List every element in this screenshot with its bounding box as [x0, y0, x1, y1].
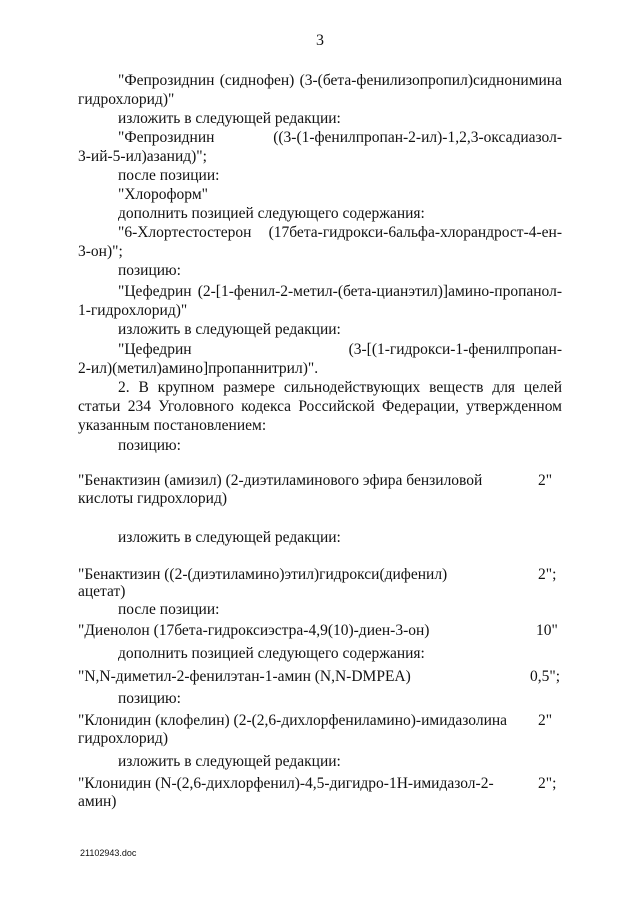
text-line: "Хлороформ" — [118, 186, 208, 203]
table-row-name: "Клонидин (N-(2,6-дихлорфенил)-4,5-дигидро-1H-имидазол-2- — [78, 775, 494, 792]
text-line: дополнить позицией следующего содержания: — [118, 205, 425, 222]
table-row-qty: 2" — [538, 472, 553, 489]
table-row-qty: 2"; — [538, 775, 557, 792]
table-row-qty: 0,5"; — [530, 668, 561, 685]
text-segment: ((3-(1-фенилпропан-2-ил)-1,2,3-оксадиазол- — [273, 129, 562, 146]
text-segment: "Фепрозиднин — [118, 72, 215, 89]
text-line — [118, 341, 562, 359]
table-row-name-cont: амин) — [78, 793, 117, 810]
text-line: изложить в следующей редакции: — [118, 110, 341, 127]
text-line: изложить в следующей редакции: — [118, 321, 341, 338]
text-segment: (2-[1-фенил-2-метил-(бета-цианэтил)]амино-пропанол- — [197, 283, 562, 300]
table-row-qty: 2" — [538, 712, 553, 729]
table-row-name: "Бенактизин (амизил) (2-диэтиламинового эфира бензиловой — [78, 472, 483, 489]
table-row-qty: 2"; — [538, 566, 557, 583]
text-line: указанным постановлением: — [78, 417, 267, 434]
text-line — [118, 224, 562, 242]
text-segment: (сиднофен) — [219, 72, 295, 89]
text-line: позицию: — [118, 262, 181, 279]
table-row-name-cont: ацетат) — [78, 583, 126, 600]
text-line: 3-он)"; — [78, 243, 123, 260]
table-row-name: "Диенолон (17бета-гидроксиэстра-4,9(10)-диен-3-он) — [78, 622, 430, 639]
text-line — [118, 72, 562, 90]
text-line: гидрохлорид)" — [78, 91, 175, 108]
table-row-name: "Клонидин (клофелин) (2-(2,6-дихлорфениламино)-имидазолина — [78, 712, 508, 729]
text-line: изложить в следующей редакции: — [118, 529, 341, 546]
text-line: изложить в следующей редакции: — [118, 753, 341, 770]
text-line: дополнить позицией следующего содержания: — [118, 645, 425, 662]
text-line — [118, 129, 562, 147]
text-segment: (3-(бета-фенилизопропил)сиднонимина — [299, 72, 562, 89]
text-segment: "6-Хлортестостерон — [118, 224, 252, 241]
text-line: после позиции: — [118, 601, 220, 618]
page-number: 3 — [316, 32, 324, 49]
text-line: 2. В крупном размере сильнодействующих веществ для целей — [118, 379, 562, 396]
text-line: 2-ил)(метил)амино]пропаннитрил)". — [78, 360, 319, 377]
table-row-name-cont: кислоты гидрохлорид) — [78, 490, 228, 507]
text-segment: (3-[(1-гидрокси-1-фенилпропан- — [348, 341, 562, 358]
text-segment: "Цефедрин — [118, 341, 192, 358]
table-row-name: "Бенактизин ((2-(диэтиламино)этил)гидрокси(дифенил) — [78, 566, 448, 583]
text-line: позицию: — [118, 690, 181, 707]
text-line — [118, 283, 562, 301]
table-row-name-cont: гидрохлорид) — [78, 730, 168, 747]
footer-filename: 21102943.doc — [80, 848, 137, 858]
text-line: позицию: — [118, 437, 181, 454]
text-line: 1-гидрохлорид)" — [78, 302, 188, 319]
text-segment: (17бета-гидрокси-6альфа-хлорандрост-4-ен- — [268, 224, 562, 241]
text-segment: "Фепрозиднин — [118, 129, 215, 146]
table-row-qty: 10" — [536, 622, 558, 639]
text-line: статьи 234 Уголовного кодекса Российской Федерации, утвержденном — [78, 398, 562, 415]
table-row-name: "N,N-диметил-2-фенилэтан-1-амин (N,N-DMPEA) — [78, 668, 411, 685]
text-segment: "Цефедрин — [118, 283, 192, 300]
text-line: 3-ий-5-ил)азанид)"; — [78, 148, 207, 165]
text-line: после позиции: — [118, 167, 220, 184]
